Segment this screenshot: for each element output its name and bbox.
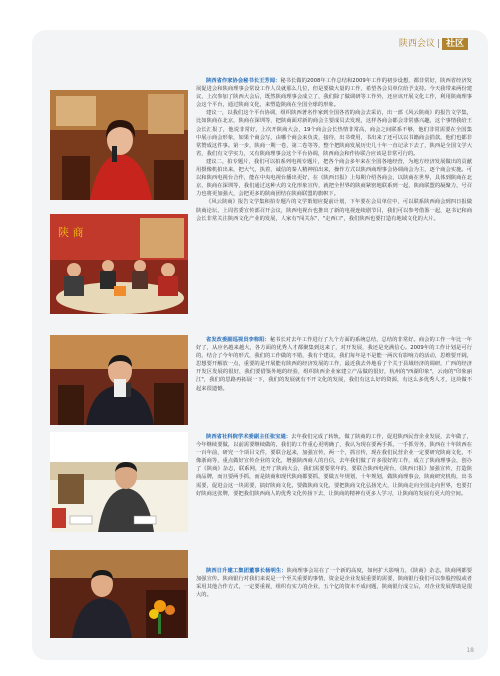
- paragraph: 秘书长对去年工作进行了九个方面的系统总结，总结的非常好。商会的工作一年比一年好了，从应名越来越大，各方面的优秀人才都聚集到这来了，对开发展，我还是充满信心。2009年的工作计划是可行的，结合了今年的形式，我们的工作做的不错，我有个建议，我们每年是不是能一两次有影响力的活动，思维要开阔，思想要开解放一点，重要的是开展能有陕西的经济发展的工作，最近我去外地看了个关于县域经济的调研，广西的经济开发区发展的很好，我们要借鉴外地的经验，组织陕西企业家建立产品做的很好，杭州的"西湖印象"，云南的"印象丽江"，我们的思路再拓展一下，我们的发展就有不开文化的发展，我们有这么好的资源，有这么多优秀人才，这块做不起来很遗憾。: [196, 337, 472, 392]
- speaker-lead: 陕西省作家协会秘书长王芳闻：: [206, 78, 281, 84]
- paragraph: 去年我们完成了转轨，做了陕商的工作，促进陕西民营企业发展，去年做了，今年继续要做，以前需要继续做的，我们的工作重心更明确了，我认为现在要两手抓，一手抓劳务，陕西在十年陕西在一百年前，研究一个项目文件，要联合起来，加强宣传，两一个，抓宣传，现在我们民营企业一定要研究陕商文化，不像浙商等，重点做好宣传企业的文化，增强陕西商人的自信，去年我们做了许多很好的工作，成立了陕商理事会，创办了《陕商》杂志，联系网，还开了陕商大会，我们需要要常年的，要联合陕西电视台，《陕西日报》加强宣传，打造陕商品牌，而且要两手抓，而是陕商和现代陕商都要抓，要做五年规划，十年规划，做陕商理事会，陕商研究机构，出书需要，促进会这一块需要，搞好陕商文化，要做陕商文化，要把陕商文化弘扬光大，让陕商走向全国走向世界，也要打好陕商这张牌，要把我们陕西商人的优秀文化传扬下去，让陕商的精神有更多人学习，让陕商的发展有更大的空间。: [196, 434, 472, 497]
- page-number-value: 18: [466, 647, 474, 654]
- photo-speaker-zhang: [50, 432, 188, 532]
- page-header: 陕西会议 | 社区: [399, 36, 468, 49]
- article-block-wang: [196, 77, 472, 223]
- magazine-page: [32, 30, 488, 660]
- speaker-lead: 陕西省社科院学术委副主任张宝通：: [206, 434, 292, 440]
- speaker-lead: 省发改委副巡视员李称阳：: [206, 337, 270, 343]
- photo-speaker-wang: [50, 90, 188, 200]
- article-block-yang: [196, 567, 472, 599]
- article-block-li: [196, 336, 472, 393]
- paragraph: 建议二，拍专题片，我们可以拍系列电视专题片，把各个商会多年来在全国各地经营，为地方经济发展做出的贡献用摄像机拍出来，把大气，执着，诚信的秦人精神拍出来，操作方式以陕西商理事会协调商会为主，逐个商会实施。可以和陕西电视台合作，能在中央电视台播出更好，在《陕西日报》上每期介绍各商会，以陕商在世界，具体到陕商在北京，陕商在深圳等，我们通过这种大的文化形象宣传，就把全世界的陕商紧密地联系到一起，陕商联盟的凝聚力，号召力也将更加强大，会把更多的陕商团结在陕商联盟的旗帜下。: [196, 158, 472, 198]
- article-block-zhang: [196, 433, 472, 498]
- paragraph: 建议一，以我们这个平台协调，组织陕西著名作家到全国各省的商会去采访，出一部《风云陕商》的报告文学集，比如陕商在北京，陕商在深圳等，把陕商面对新的商会主要成员去发现，这样各商会都会非常感兴趣，这个事情我给王会长汇报了，他说非常好，上次开陕商大会，19个商会会长热情非常高，商会之间联系不够，他们非常需要在全国集中展示商会形象，如果个商会写，由哪个商会来负责，接待，出书费用，书出来了还可以以书籍商会捐款，他们也都非常赞成这件事。第一步，陕商一期一卷，第二卷等等，整个把陕商发展历史几十年一直记录下去了，陕西是全国文学大省，我们有文学实力，又有陕商理事会这个平台协调，陕西商会和作协联合应该是非常可行的。: [196, 110, 472, 157]
- page-number: [466, 647, 474, 654]
- paragraph: 《风云陕商》报告文学集和拍专题片的文学策划应提前计划，下年要在会员单位中，可以联系陕西商会到四日报做陕商论坛，上周省委宣传部召开会议，陕西电视台也推出了新的电视连续剧节目，我们可以参考借鉴一起，赵书记和商会长非常关注陕西文化产业的发展，人家有"闯关东"，"走西口"，我们陕西也要打造有地域文化的大片。: [196, 199, 472, 222]
- paragraph: 陕商理事会站在了一个新的高度，如何扩大影响力，《陕商》杂志，陕商网都要加强宣传。陕商银行对我们来说是一个至关重要的事情，资金是企业发展重要的需要，陕商银行我们可以参股控股或者采用其他合作方式，一定要重视，组织有实力的企业，五个亿的资本不成问题，陕商银行成立后，对企业发展帮助是很大的。: [196, 568, 472, 599]
- section-title: 陕西会议: [398, 39, 435, 49]
- paragraph: 秘书长做的2008年工作总结和2009年工作的初步设想，都非常好，陕西省经济发展促进会和陕商理事会常设工作人员就那么几位，但是要做大量的工作，希望各会员单位给予支持。今天我带来两份建议，上次参加了陕西大会后，既然陕商理事会成立了，我们除了做调研等工作外，还应该开展文化工作，利用陕商理事会这个平台，通过陕商文化，来塑造陕商在全国全球的形象。: [196, 78, 472, 109]
- photo-meeting-table: [50, 214, 188, 314]
- svg-text:陕 商: 陕 商: [58, 226, 84, 239]
- photo-speaker-li: [50, 335, 188, 425]
- section-tag: 社区: [442, 38, 468, 50]
- photo-speaker-yang: [50, 550, 188, 638]
- speaker-lead: 陕西日升建工集团董事长杨明生：: [206, 568, 287, 574]
